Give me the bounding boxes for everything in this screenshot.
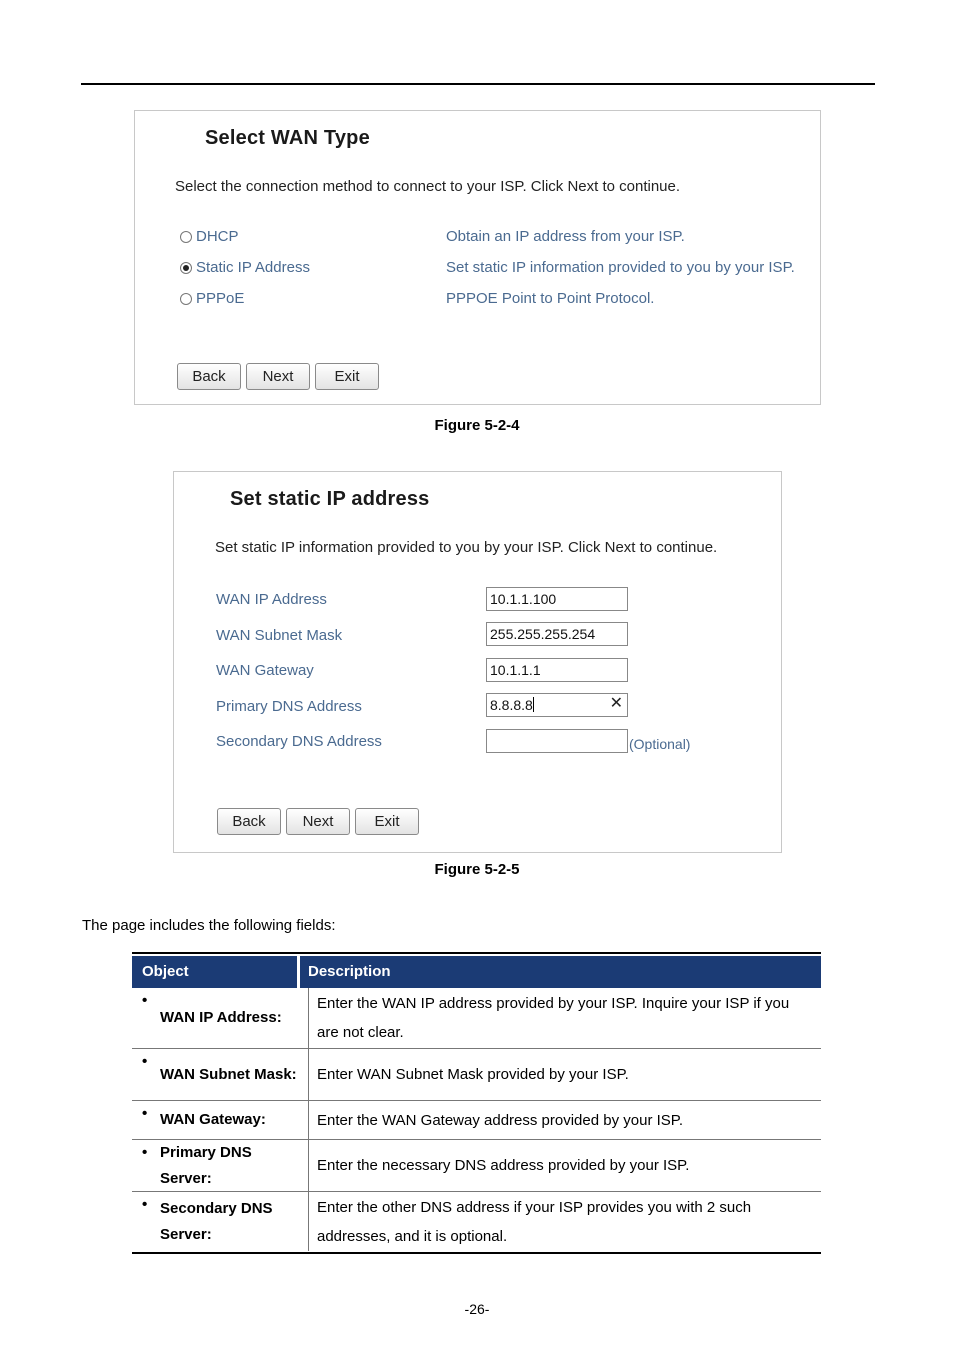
- back-button[interactable]: Back: [177, 363, 241, 390]
- select-wan-type-screenshot: [134, 110, 821, 405]
- wan-subnet-input[interactable]: 255.255.255.254: [486, 622, 628, 646]
- radio-pppoe[interactable]: [180, 290, 244, 307]
- bullet: •: [142, 992, 148, 1009]
- object-cell: [132, 1049, 309, 1100]
- radio-static-ip-label: Static IP Address: [196, 259, 310, 276]
- object-text: WAN Subnet Mask:: [160, 1065, 297, 1083]
- primary-dns-input[interactable]: [486, 693, 628, 717]
- bullet: •: [142, 1196, 148, 1213]
- header-description: Description: [308, 963, 391, 980]
- table-row: [132, 1192, 821, 1251]
- object-text: Primary DNS Server:: [160, 1143, 252, 1187]
- description-cell: Enter the other DNS address if your ISP provides you with 2 such addresses, and it is optional.: [317, 1198, 752, 1245]
- wan-gateway-input[interactable]: 10.1.1.1: [486, 658, 628, 682]
- wan-type-intro: Select the connection method to connect to your ISP. Click Next to continue.: [175, 178, 681, 195]
- object-cell: [132, 1101, 309, 1139]
- wan-subnet-label: WAN Subnet Mask: [216, 627, 343, 644]
- primary-dns-label: Primary DNS Address: [216, 698, 362, 715]
- fields-table: [132, 952, 821, 1254]
- radio-static-ip[interactable]: [180, 259, 310, 276]
- object-cell: [132, 988, 309, 1048]
- optional-note: (Optional): [629, 736, 691, 752]
- fields-intro-text: The page includes the following fields:: [82, 917, 336, 934]
- exit-button[interactable]: Exit: [315, 363, 379, 390]
- static-ip-button-row: [217, 808, 419, 835]
- object-text: Secondary DNS Server:: [160, 1199, 273, 1243]
- static-ip-intro: Set static IP information provided to you by your ISP. Click Next to continue.: [215, 539, 718, 556]
- figure-caption-1: Figure 5-2-4: [434, 417, 520, 434]
- bullet: •: [142, 1053, 148, 1070]
- description-cell: Enter the necessary DNS address provided by your ISP.: [317, 1157, 690, 1174]
- table-bottom-rule: [132, 1252, 821, 1254]
- static-ip-screenshot: [173, 471, 782, 853]
- header-object: Object: [132, 956, 300, 988]
- static-ip-title: Set static IP address: [230, 488, 430, 510]
- clear-icon[interactable]: ✕: [609, 695, 623, 712]
- description-cell: Enter the WAN IP address provided by your ISP. Inquire your ISP if you are not clear.: [317, 995, 790, 1041]
- description-cell: Enter WAN Subnet Mask provided by your ISP.: [317, 1066, 629, 1083]
- table-row: [132, 1101, 821, 1140]
- primary-dns-value: 8.8.8.8: [490, 697, 533, 713]
- object-cell: [132, 1192, 309, 1251]
- page-number: -26-: [464, 1301, 490, 1317]
- exit-button[interactable]: Exit: [355, 808, 419, 835]
- wan-ip-label: WAN IP Address: [216, 591, 327, 608]
- table-row: [132, 1049, 821, 1101]
- bullet: •: [142, 1105, 148, 1122]
- next-button[interactable]: Next: [246, 363, 310, 390]
- radio-unchecked-icon[interactable]: [180, 293, 192, 305]
- wan-gateway-label: WAN Gateway: [216, 662, 314, 679]
- radio-dhcp[interactable]: [180, 228, 239, 245]
- pppoe-description: PPPOE Point to Point Protocol.: [446, 290, 655, 307]
- object-text: WAN IP Address:: [160, 1009, 282, 1026]
- secondary-dns-label: Secondary DNS Address: [216, 733, 382, 750]
- static-ip-description: Set static IP information provided to you by your ISP.: [446, 259, 795, 276]
- object-cell: [132, 1140, 309, 1191]
- object-text: WAN Gateway:: [160, 1111, 266, 1128]
- wan-ip-input[interactable]: 10.1.1.100: [486, 587, 628, 611]
- radio-pppoe-label: PPPoE: [196, 290, 245, 307]
- bullet: •: [142, 1144, 148, 1161]
- radio-unchecked-icon[interactable]: [180, 231, 192, 243]
- dhcp-description: Obtain an IP address from your ISP.: [446, 228, 685, 245]
- header-rule: [81, 83, 875, 85]
- table-top-rule: [132, 952, 821, 954]
- radio-checked-icon[interactable]: [180, 262, 192, 274]
- next-button[interactable]: Next: [286, 808, 350, 835]
- text-caret: [533, 697, 534, 712]
- radio-dhcp-label: DHCP: [196, 228, 239, 245]
- figure-caption-2: Figure 5-2-5: [434, 861, 520, 878]
- secondary-dns-input[interactable]: [486, 729, 628, 753]
- wan-type-title: Select WAN Type: [205, 127, 370, 149]
- description-cell: Enter the WAN Gateway address provided by your ISP.: [317, 1111, 684, 1129]
- back-button[interactable]: Back: [217, 808, 281, 835]
- table-row: [132, 1140, 821, 1192]
- wan-type-button-row: [177, 363, 379, 390]
- table-header: [132, 956, 821, 988]
- table-row: [132, 988, 821, 1049]
